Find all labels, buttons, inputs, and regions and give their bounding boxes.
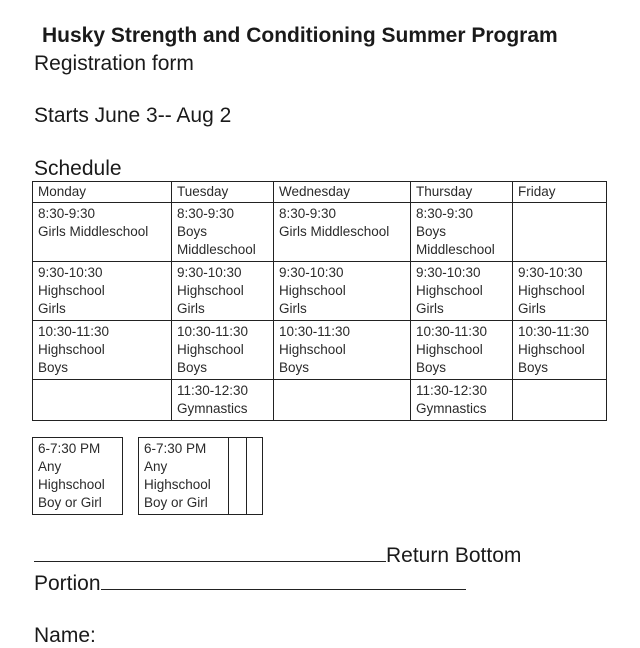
evening-line: Highschool: [38, 477, 105, 492]
session-group: Girls: [279, 301, 307, 316]
schedule-cell-wednesday: [274, 203, 411, 262]
schedule-cell-wednesday: [274, 380, 411, 421]
session-group: Girls Middleschool: [38, 224, 149, 239]
program-dates: Starts June 3-- Aug 2: [34, 104, 232, 127]
schedule-cell-friday: [513, 321, 607, 380]
session-group: Middleschool: [416, 242, 495, 257]
session-time: 10:30-11:30: [416, 324, 488, 339]
form-subtitle: Registration form: [34, 52, 194, 75]
session-group: Highschool: [518, 283, 585, 298]
evening-line: Any: [144, 459, 168, 474]
schedule-heading: Schedule: [34, 157, 122, 180]
schedule-cell-wednesday: [274, 321, 411, 380]
session-group: Highschool: [279, 283, 346, 298]
session-group: Boys: [279, 360, 310, 375]
portion-line: [34, 569, 466, 596]
session-time: 8:30-9:30: [177, 206, 235, 221]
evening-line: Boy or Girl: [144, 495, 208, 510]
return-line: [34, 541, 521, 568]
evening-cell: [33, 438, 123, 515]
schedule-cell-monday: [33, 380, 172, 421]
session-group: Highschool: [416, 283, 483, 298]
schedule-cell-monday: [33, 203, 172, 262]
form-title: Husky Strength and Conditioning Summer Program: [42, 24, 558, 47]
session-group: Middleschool: [177, 242, 256, 257]
session-group: Boys: [38, 360, 69, 375]
name-field-label: Name:: [34, 624, 96, 647]
session-group: Boys: [416, 224, 447, 239]
session-time: 9:30-10:30: [177, 265, 242, 280]
day-header-tuesday: Tuesday: [172, 182, 274, 203]
schedule-header-row: [33, 182, 607, 203]
return-text: Return Bottom: [386, 544, 522, 567]
session-group: Highschool: [416, 342, 483, 357]
session-group: Boys: [518, 360, 549, 375]
evening-cell: [139, 438, 229, 515]
session-group: Highschool: [177, 283, 244, 298]
session-group: Girls: [416, 301, 444, 316]
session-group: Gymnastics: [177, 401, 248, 416]
evening-row: [33, 438, 263, 515]
session-time: 9:30-10:30: [518, 265, 583, 280]
session-group: Highschool: [279, 342, 346, 357]
schedule-row: [33, 380, 607, 421]
schedule-cell-thursday: [411, 262, 513, 321]
evening-empty-cell: [229, 438, 247, 515]
session-time: 8:30-9:30: [279, 206, 337, 221]
schedule-cell-thursday: [411, 380, 513, 421]
session-group: Boys: [416, 360, 447, 375]
evening-empty-cell: [247, 438, 263, 515]
session-time: 10:30-11:30: [177, 324, 249, 339]
session-group: Highschool: [518, 342, 585, 357]
schedule-table: [32, 181, 607, 421]
schedule-cell-tuesday: [172, 321, 274, 380]
portion-text: Portion: [34, 572, 101, 595]
schedule-cell-tuesday: [172, 262, 274, 321]
schedule-cell-monday: [33, 321, 172, 380]
session-time: 10:30-11:30: [518, 324, 590, 339]
session-group: Highschool: [38, 283, 105, 298]
evening-line: Any: [38, 459, 62, 474]
session-group: Girls: [177, 301, 205, 316]
schedule-cell-thursday: [411, 203, 513, 262]
session-group: Highschool: [177, 342, 244, 357]
schedule-cell-tuesday: [172, 203, 274, 262]
session-group: Gymnastics: [416, 401, 487, 416]
session-time: 10:30-11:30: [38, 324, 110, 339]
session-group: Girls: [518, 301, 546, 316]
session-time: 11:30-12:30: [416, 383, 488, 398]
schedule-cell-tuesday: [172, 380, 274, 421]
schedule-cell-friday: [513, 380, 607, 421]
session-time: 11:30-12:30: [177, 383, 249, 398]
schedule-cell-thursday: [411, 321, 513, 380]
evening-time: 6-7:30 PM: [38, 441, 101, 456]
session-group: Boys: [177, 360, 208, 375]
session-time: 8:30-9:30: [416, 206, 474, 221]
session-group: Boys: [177, 224, 208, 239]
session-time: 9:30-10:30: [279, 265, 344, 280]
session-time: 9:30-10:30: [38, 265, 103, 280]
evening-line: Boy or Girl: [38, 495, 102, 510]
schedule-row: [33, 203, 607, 262]
day-header-friday: Friday: [513, 182, 607, 203]
session-group: Highschool: [38, 342, 105, 357]
blank-underline: [34, 541, 386, 562]
evening-session-table: [32, 437, 263, 515]
evening-line: Highschool: [144, 477, 211, 492]
day-header-monday: Monday: [33, 182, 172, 203]
day-header-wednesday: Wednesday: [274, 182, 411, 203]
session-time: 8:30-9:30: [38, 206, 96, 221]
session-group: Girls Middleschool: [279, 224, 390, 239]
evening-time: 6-7:30 PM: [144, 441, 207, 456]
day-header-thursday: Thursday: [411, 182, 513, 203]
evening-gap: [123, 438, 139, 515]
blank-underline: [101, 569, 466, 590]
schedule-cell-friday: [513, 203, 607, 262]
schedule-cell-monday: [33, 262, 172, 321]
session-time: 9:30-10:30: [416, 265, 481, 280]
schedule-cell-friday: [513, 262, 607, 321]
schedule-cell-wednesday: [274, 262, 411, 321]
schedule-row: [33, 262, 607, 321]
schedule-row: [33, 321, 607, 380]
session-group: Girls: [38, 301, 66, 316]
session-time: 10:30-11:30: [279, 324, 351, 339]
